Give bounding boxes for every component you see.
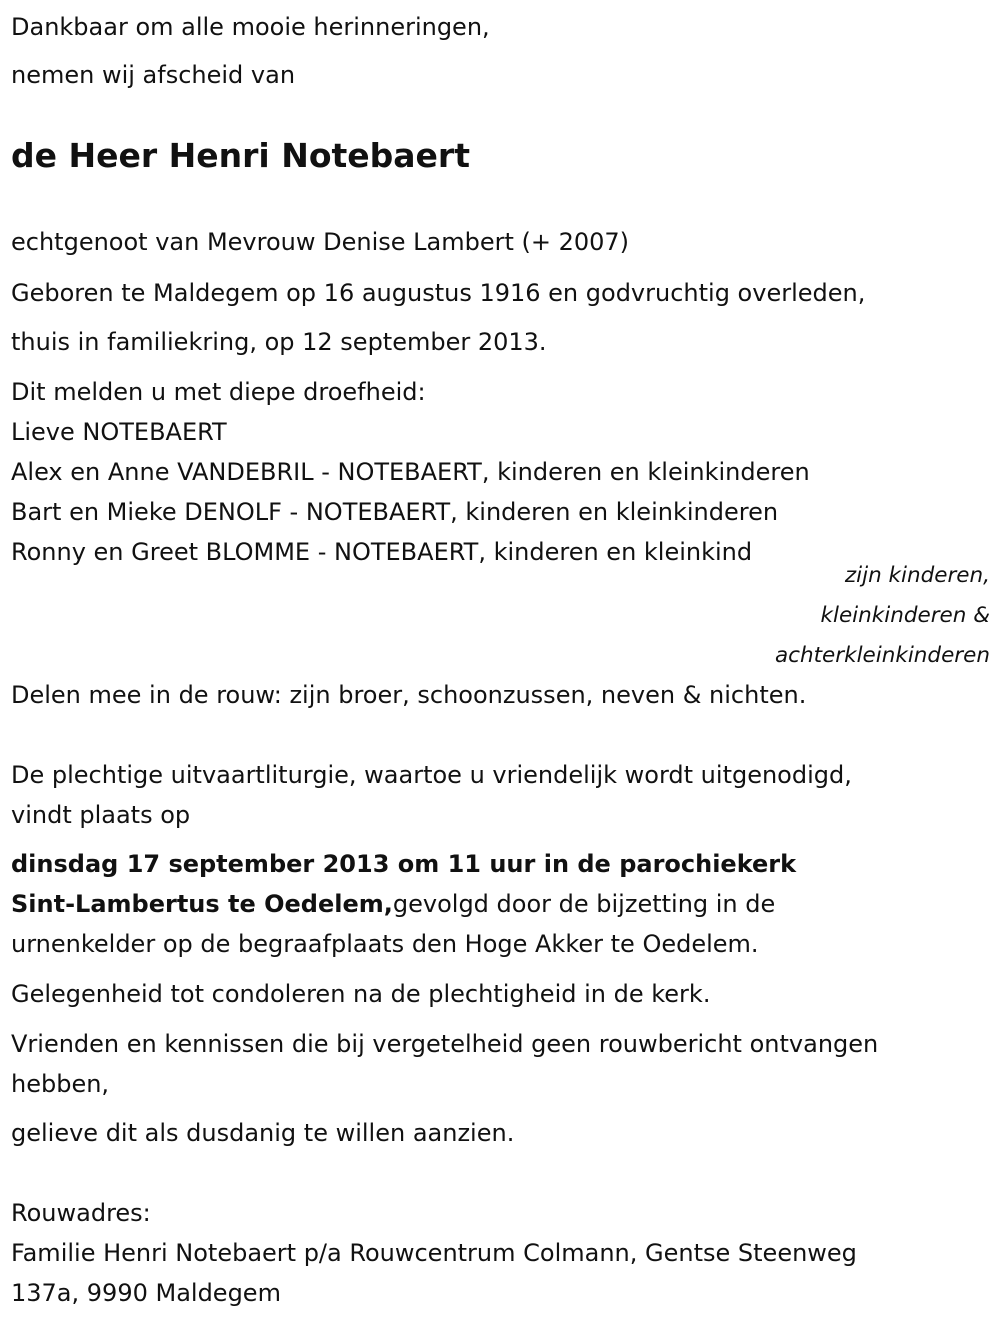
- friends-line: Vrienden en kennissen die bij vergetelheid geen rouwbericht ontvangen: [11, 1030, 879, 1058]
- liturgy-line: De plechtige uitvaartliturgie, waartoe u vriendelijk wordt uitgenodigd,: [11, 761, 852, 789]
- friends-line: gelieve dit als dusdanig te willen aanzien.: [11, 1119, 515, 1147]
- address-line: Familie Henri Notebaert p/a Rouwcentrum Colmann, Gentse Steenweg: [11, 1239, 857, 1267]
- intro-line: Dankbaar om alle mooie herinneringen,: [11, 13, 490, 41]
- deceased-name: de Heer Henri Notebaert: [11, 136, 470, 175]
- family-member: Lieve NOTEBAERT: [11, 418, 227, 446]
- family-member: Bart en Mieke DENOLF - NOTEBAERT, kinderen en kleinkinderen: [11, 498, 779, 526]
- family-member: Alex en Anne VANDEBRIL - NOTEBAERT, kinderen en kleinkinderen: [11, 458, 810, 486]
- liturgy-line: vindt plaats op: [11, 801, 191, 829]
- family-member: Ronny en Greet BLOMME - NOTEBAERT, kinderen en kleinkind: [11, 538, 753, 566]
- family-note: kleinkinderen &: [820, 603, 990, 628]
- ceremony-place-line: [11, 889, 775, 919]
- condolence-line: Gelegenheid tot condoleren na de plechtigheid in de kerk.: [11, 980, 711, 1008]
- ceremony-date: dinsdag 17 september 2013 om 11 uur in de parochiekerk: [11, 850, 797, 878]
- spouse-line: echtgenoot van Mevrouw Denise Lambert (+ 2007): [11, 228, 630, 256]
- mourning-line: Delen mee in de rouw: zijn broer, schoonzussen, neven & nichten.: [11, 681, 807, 709]
- ceremony-church: Sint-Lambertus te Oedelem,: [11, 890, 393, 918]
- family-note: zijn kinderen,: [844, 563, 990, 588]
- address-label: Rouwadres:: [11, 1199, 151, 1227]
- birth-death-line: thuis in familiekring, op 12 september 2013.: [11, 328, 547, 356]
- birth-death-line: Geboren te Maldegem op 16 augustus 1916 en godvruchtig overleden,: [11, 279, 866, 307]
- intro-line: nemen wij afscheid van: [11, 61, 296, 89]
- ceremony-burial: gevolgd door de bijzetting in de: [392, 890, 776, 918]
- ceremony-burial-line: urnenkelder op de begraafplaats den Hoge Akker te Oedelem.: [11, 930, 759, 958]
- family-note: achterkleinkinderen: [775, 643, 990, 668]
- address-line: 137a, 9990 Maldegem: [11, 1279, 281, 1307]
- friends-line: hebben,: [11, 1070, 110, 1098]
- announcers-intro: Dit melden u met diepe droefheid:: [11, 378, 426, 406]
